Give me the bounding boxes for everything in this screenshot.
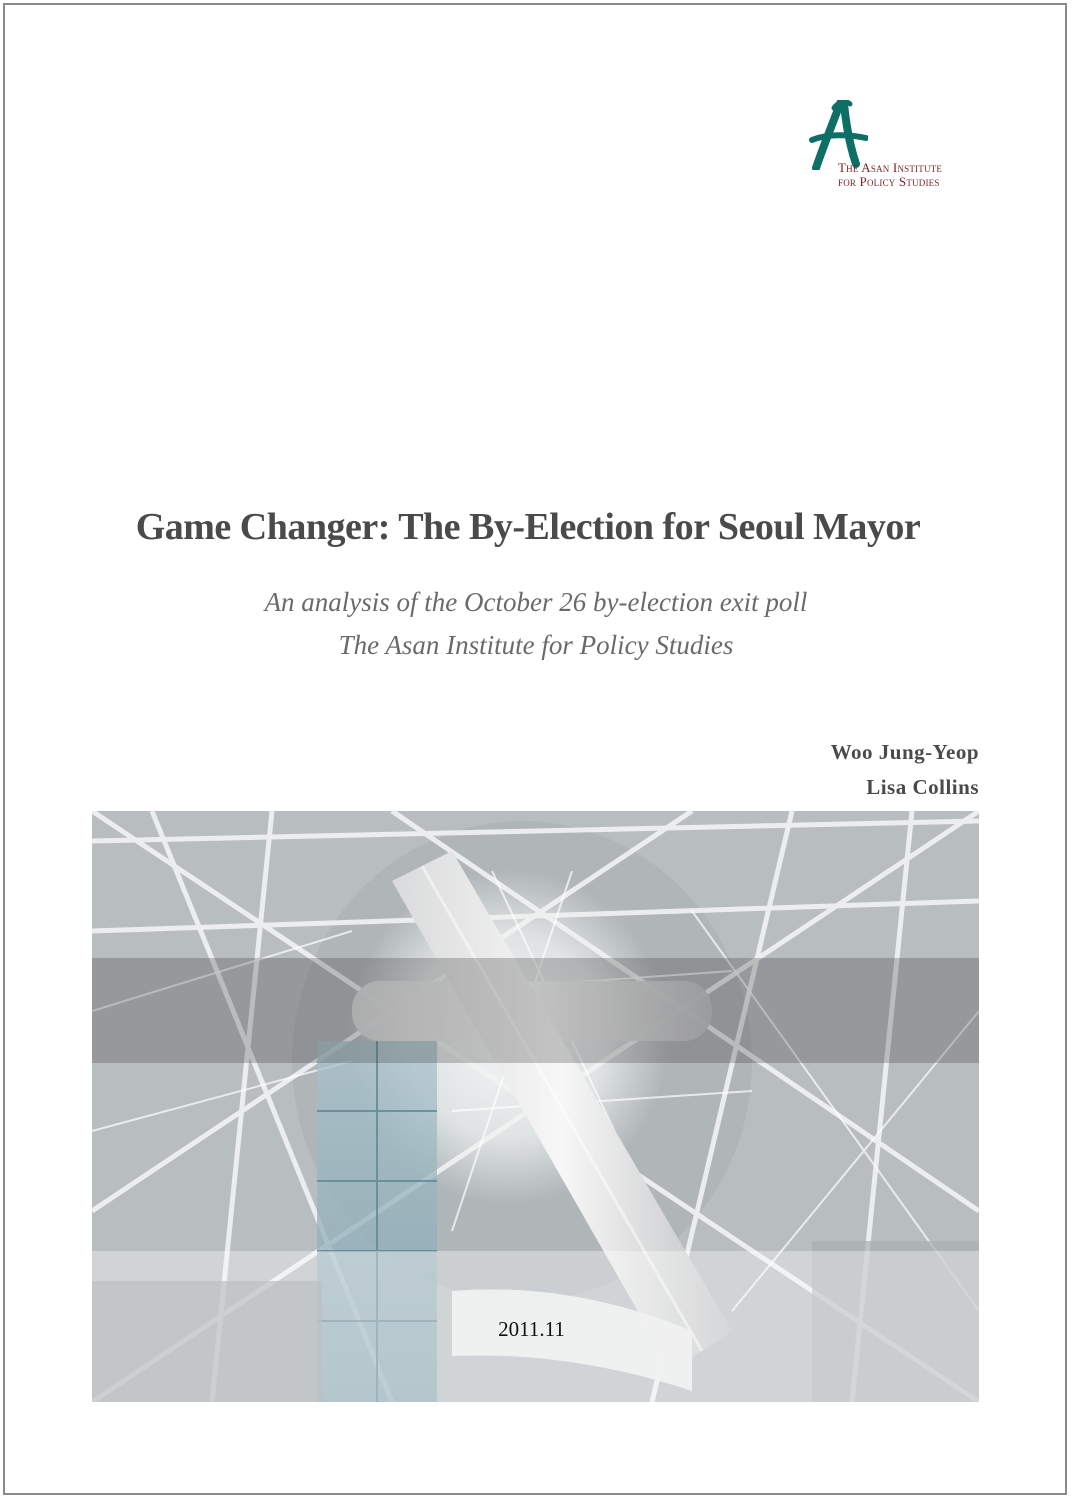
asan-institute-logo <box>808 100 988 195</box>
logo-text-line1: The Asan Institute <box>838 160 943 175</box>
logo-text-line2: for Policy Studies <box>838 174 940 189</box>
author-name: Lisa Collins <box>866 775 979 799</box>
author-name: Woo Jung-Yeop <box>830 740 979 764</box>
photo-overlay-band-top <box>92 958 979 1063</box>
subtitle-line2: The Asan Institute for Policy Studies <box>338 630 734 660</box>
document-title: Game Changer: The By-Election for Seoul Mayor <box>135 506 921 548</box>
publication-date: 2011.11 <box>498 1317 565 1341</box>
subtitle-line1: An analysis of the October 26 by-election exit poll <box>264 587 808 617</box>
cover-photo-atrium <box>92 811 979 1402</box>
